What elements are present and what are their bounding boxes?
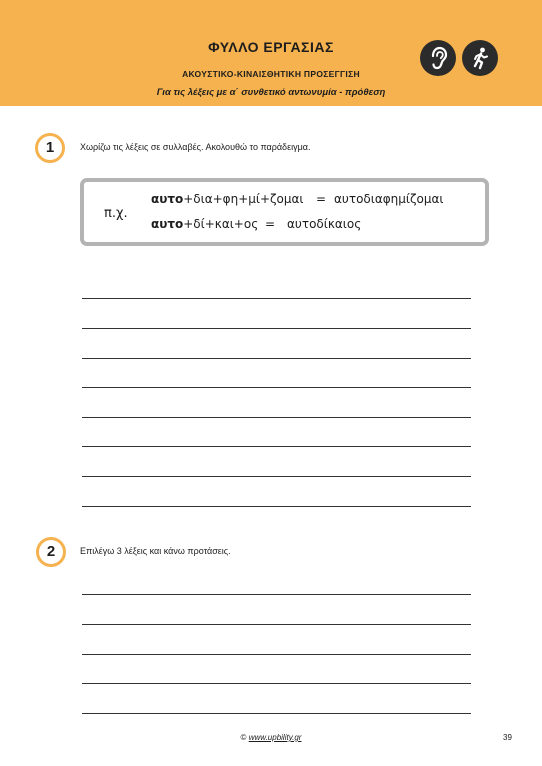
header-banner bbox=[0, 0, 542, 106]
answer-line[interactable] bbox=[82, 358, 471, 359]
answer-line[interactable] bbox=[82, 476, 471, 477]
exercise-2-instruction: Επιλέγω 3 λέξεις και κάνω προτάσεις. bbox=[80, 546, 231, 556]
answer-line[interactable] bbox=[82, 594, 471, 595]
approach-subtitle: ΑΚΟΥΣΤΙΚΟ-ΚΙΝΑΙΣΘΗΤΙΚΗ ΠΡΟΣΕΓΓΙΣΗ bbox=[182, 69, 360, 79]
example-prefix: αυτο bbox=[151, 217, 184, 231]
answer-line[interactable] bbox=[82, 446, 471, 447]
example-equals: = bbox=[265, 217, 276, 231]
website-link[interactable]: www.upbility.gr bbox=[248, 733, 302, 742]
answer-line[interactable] bbox=[82, 417, 471, 418]
answer-line[interactable] bbox=[82, 298, 471, 299]
page-number: 39 bbox=[503, 733, 512, 742]
answer-line[interactable] bbox=[82, 624, 471, 625]
example-label: π.χ. bbox=[104, 206, 128, 221]
example-equals: = bbox=[316, 192, 327, 206]
answer-line[interactable] bbox=[82, 387, 471, 388]
answer-line[interactable] bbox=[82, 506, 471, 507]
running-person-icon bbox=[462, 40, 498, 76]
example-row bbox=[151, 217, 258, 231]
copyright-symbol: © bbox=[240, 733, 247, 742]
answer-line[interactable] bbox=[82, 683, 471, 684]
example-result: αυτοδιαφημίζομαι bbox=[334, 192, 444, 206]
exercise-1-instruction: Χωρίζω τις λέξεις σε συλλαβές. Ακολουθώ το παράδειγμα. bbox=[80, 142, 311, 152]
answer-line[interactable] bbox=[82, 328, 471, 329]
footer bbox=[0, 733, 542, 742]
topic-subtitle: Για τις λέξεις με α΄ συνθετικό αντωνυμία - πρόθεση bbox=[156, 87, 386, 98]
worksheet-title: ΦΥΛΛΟ ΕΡΓΑΣΙΑΣ bbox=[208, 39, 334, 55]
example-box bbox=[80, 178, 489, 246]
example-row bbox=[151, 192, 303, 206]
answer-line[interactable] bbox=[82, 713, 471, 714]
example-syllables: +δια+φη+μί+ζομαι bbox=[183, 192, 304, 206]
answer-line[interactable] bbox=[82, 654, 471, 655]
ear-icon bbox=[420, 40, 456, 76]
exercise-number-1: 1 bbox=[35, 133, 65, 163]
example-syllables: +δί+και+ος bbox=[183, 217, 259, 231]
example-result: αυτοδίκαιος bbox=[287, 217, 362, 231]
example-prefix: αυτο bbox=[151, 192, 184, 206]
exercise-number-2: 2 bbox=[36, 537, 66, 567]
